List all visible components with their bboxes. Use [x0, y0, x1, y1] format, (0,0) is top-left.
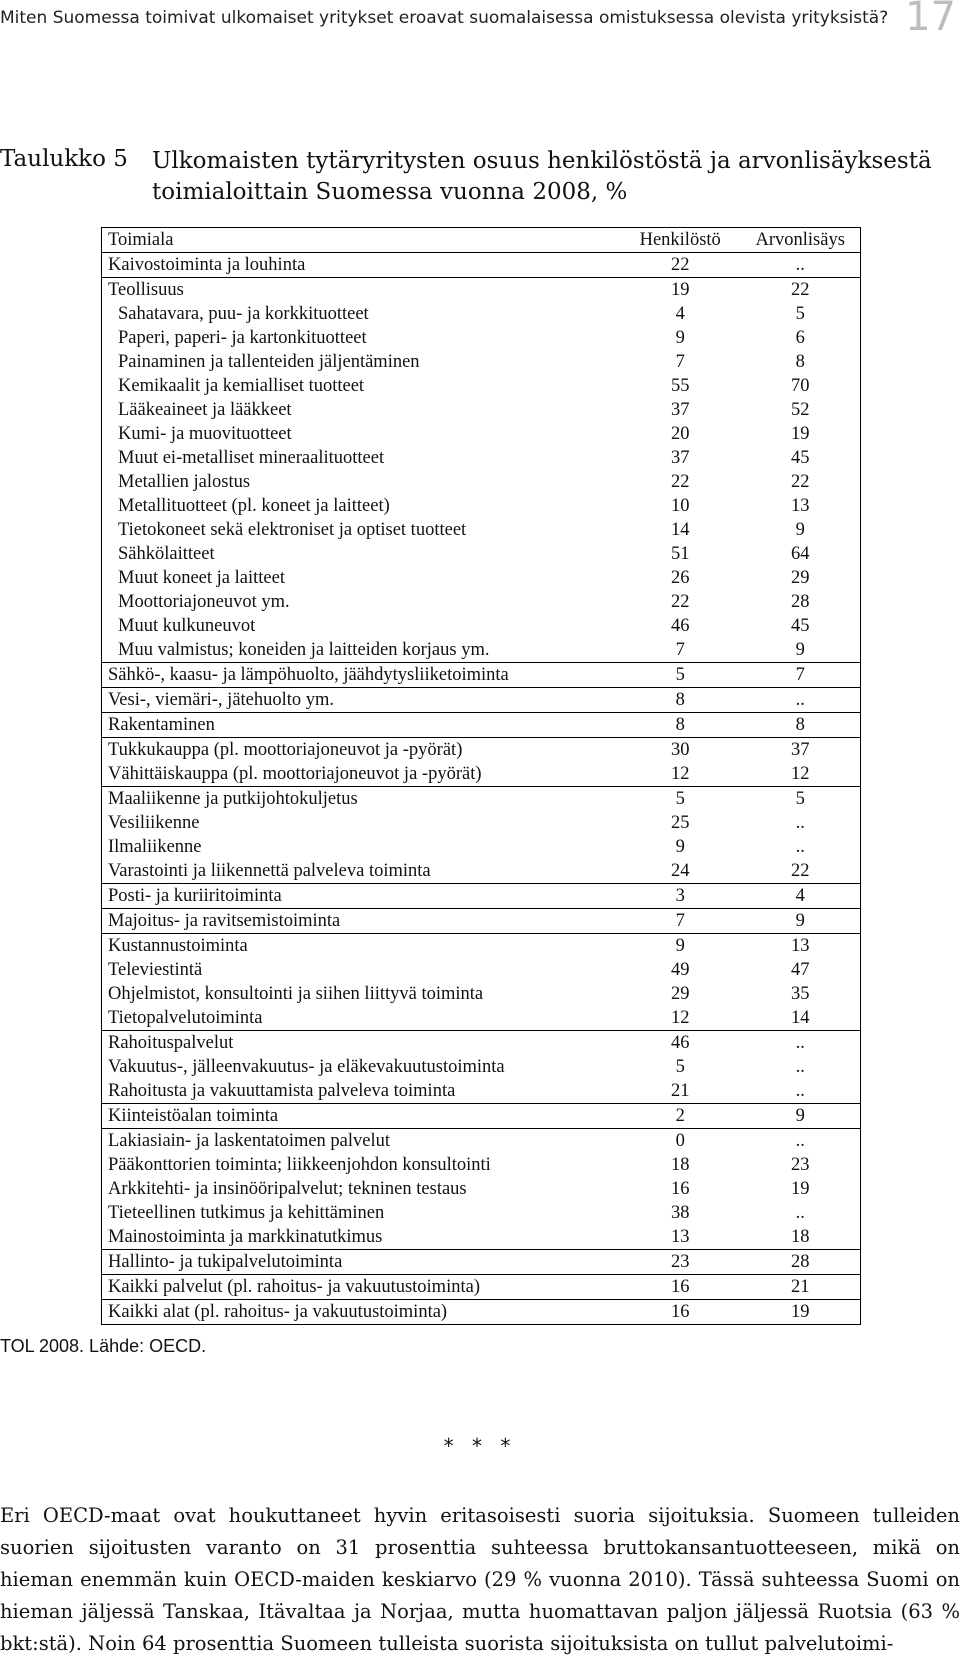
industry-cell: Metallituotteet (pl. koneet ja laitteet)	[118, 496, 390, 516]
data-table	[101, 227, 861, 1325]
table-row	[102, 398, 861, 422]
industry-cell: Arkkitehti- ja insinööripalvelut; tekninen testaus	[108, 1179, 467, 1199]
table-row	[102, 1201, 861, 1225]
table-row	[102, 1031, 861, 1056]
industry-cell: Hallinto- ja tukipalvelutoiminta	[102, 1250, 621, 1275]
industry-cell: Pääkonttorien toiminta; liikkeenjohdon konsultointi	[108, 1155, 491, 1175]
value-added-cell: 29	[790, 568, 810, 588]
personnel-cell: 24	[620, 859, 740, 884]
value-added-cell: 28	[790, 592, 810, 612]
industry-cell: Tietopalvelutoiminta	[102, 1006, 621, 1031]
industry-cell: Televiestintä	[108, 960, 203, 980]
table-label: Taulukko 5	[0, 146, 128, 172]
industry-cell: Kaikki alat (pl. rahoitus- ja vakuutustoiminta)	[108, 1302, 448, 1322]
table-row	[102, 1104, 861, 1129]
table-row	[102, 1225, 861, 1250]
industry-cell: Posti- ja kuriiritoiminta	[102, 884, 621, 909]
table-row	[102, 614, 861, 638]
value-added-cell: 47	[790, 960, 810, 980]
value-added-cell: 22	[740, 859, 860, 884]
personnel-cell: 22	[620, 253, 740, 278]
table-row	[102, 326, 861, 350]
value-added-cell: 52	[790, 400, 810, 420]
table-row	[102, 590, 861, 614]
personnel-cell: 16	[670, 1302, 690, 1322]
personnel-cell: 25	[670, 813, 690, 833]
industry-cell: Muut ei-metalliset mineraalituotteet	[118, 448, 385, 468]
table-header-row	[102, 228, 861, 253]
running-header: Miten Suomessa toimivat ulkomaiset yritykset eroavat suomalaisessa omistuksessa olevista yrityksistä?	[0, 8, 889, 28]
table-row	[102, 1006, 861, 1031]
industry-cell: Vesiliikenne	[108, 813, 200, 833]
value-added-cell: 35	[790, 984, 810, 1004]
personnel-cell: 55	[670, 376, 690, 396]
personnel-cell: 5	[675, 789, 685, 809]
personnel-cell: 5	[675, 1057, 685, 1077]
column-header-industry: Toimiala	[102, 228, 621, 253]
personnel-cell: 9	[675, 837, 685, 857]
table-row	[102, 663, 861, 688]
personnel-cell: 10	[670, 496, 690, 516]
personnel-cell: 37	[670, 400, 690, 420]
industry-cell: Maaliikenne ja putkijohtokuljetus	[108, 789, 358, 809]
value-added-cell: 22	[790, 472, 810, 492]
table-row	[102, 422, 861, 446]
industry-cell: Kumi- ja muovituotteet	[118, 424, 292, 444]
industry-cell: Lakiasiain- ja laskentatoimen palvelut	[108, 1131, 391, 1151]
value-added-cell: 22	[790, 280, 810, 300]
personnel-cell: 5	[620, 663, 740, 688]
table-row	[102, 1300, 861, 1325]
industry-cell: Rakentaminen	[102, 713, 621, 738]
table-row	[102, 909, 861, 934]
value-added-cell: 9	[740, 638, 860, 663]
personnel-cell: 22	[670, 592, 690, 612]
value-added-cell: 23	[790, 1155, 810, 1175]
table-row	[102, 278, 861, 303]
value-added-cell: 19	[790, 1179, 810, 1199]
personnel-cell: 38	[670, 1203, 690, 1223]
value-added-cell: 8	[795, 352, 805, 372]
table-row	[102, 811, 861, 835]
table-row	[102, 374, 861, 398]
value-added-cell: 14	[740, 1006, 860, 1031]
industry-cell: Moottoriajoneuvot ym.	[118, 592, 290, 612]
table-row	[102, 638, 861, 663]
table-row	[102, 1177, 861, 1201]
value-added-cell: 19	[790, 424, 810, 444]
industry-cell: Rahoituspalvelut	[108, 1033, 234, 1053]
personnel-cell: 21	[620, 1079, 740, 1104]
value-added-cell: ..	[740, 253, 860, 278]
value-added-cell: 8	[740, 713, 860, 738]
industry-cell: Paperi, paperi- ja kartonkituotteet	[118, 328, 367, 348]
personnel-cell: 9	[675, 936, 685, 956]
personnel-cell: 3	[620, 884, 740, 909]
table-row	[102, 518, 861, 542]
personnel-cell: 4	[675, 304, 685, 324]
personnel-cell: 29	[670, 984, 690, 1004]
industry-cell: Rahoitusta ja vakuuttamista palveleva toiminta	[102, 1079, 621, 1104]
value-added-cell: 18	[740, 1225, 860, 1250]
industry-cell: Metallien jalostus	[118, 472, 251, 492]
industry-cell: Tukkukauppa (pl. moottoriajoneuvot ja -pyörät)	[108, 740, 463, 760]
column-header-personnel: Henkilöstö	[620, 228, 740, 253]
column-header-value-added: Arvonlisäys	[740, 228, 860, 253]
value-added-cell: 9	[740, 1104, 860, 1129]
table-row	[102, 350, 861, 374]
table-row	[102, 713, 861, 738]
industry-cell: Kustannustoiminta	[108, 936, 248, 956]
table-row	[102, 1079, 861, 1104]
table-row	[102, 738, 861, 763]
value-added-cell: ..	[795, 1203, 805, 1223]
value-added-cell: 70	[790, 376, 810, 396]
table-row	[102, 884, 861, 909]
personnel-cell: 49	[670, 960, 690, 980]
personnel-cell: 19	[670, 280, 690, 300]
industry-cell: Tietokoneet sekä elektroniset ja optiset tuotteet	[118, 520, 467, 540]
value-added-cell: 45	[790, 448, 810, 468]
value-added-cell: ..	[795, 1033, 805, 1053]
industry-cell: Vakuutus-, jälleenvakuutus- ja eläkevakuutustoiminta	[108, 1057, 505, 1077]
industry-cell: Muut kulkuneuvot	[118, 616, 256, 636]
personnel-cell: 26	[670, 568, 690, 588]
personnel-cell: 2	[620, 1104, 740, 1129]
industry-cell: Varastointi ja liikennettä palveleva toiminta	[102, 859, 621, 884]
table-row	[102, 787, 861, 812]
personnel-cell: 30	[670, 740, 690, 760]
table-row	[102, 494, 861, 518]
table-row	[102, 1275, 861, 1300]
value-added-cell: ..	[740, 1079, 860, 1104]
table-row	[102, 470, 861, 494]
industry-cell: Kiinteistöalan toiminta	[102, 1104, 621, 1129]
page-number: 17	[905, 0, 956, 40]
table-row	[102, 688, 861, 713]
value-added-cell: 13	[790, 496, 810, 516]
value-added-cell: 5	[795, 304, 805, 324]
personnel-cell: 51	[670, 544, 690, 564]
value-added-cell: ..	[795, 837, 805, 857]
industry-cell: Kaivostoiminta ja louhinta	[102, 253, 621, 278]
industry-cell: Vähittäiskauppa (pl. moottoriajoneuvot ja -pyörät)	[102, 762, 621, 787]
value-added-cell: 9	[795, 520, 805, 540]
value-added-cell: 64	[790, 544, 810, 564]
personnel-cell: 8	[620, 688, 740, 713]
value-added-cell: 12	[740, 762, 860, 787]
body-paragraph: Eri OECD-maat ovat houkuttaneet hyvin eritasoisesti suoria sijoituksia. Suomeen tulleiden suorien sijoitusten varanto on 31 prosenttia suhteessa bruttokansantuotteeseen, mikä on hieman enemmän kuin OECD-maiden keskiarvo (29 % vuonna 2010). Tässä suhteessa Suomi on hieman jäljessä Tanskaa, Itävaltaa ja Norjaa, mutta huomattavan paljon jäljessä Ruotsia (63 % bkt:stä). Noin 64 prosenttia Suomeen tulleista suorista sijoituksista on tullut palvelutoimi-	[0, 1504, 960, 1655]
industry-cell: Lääkeaineet ja lääkkeet	[118, 400, 292, 420]
section-separator: * * *	[443, 1434, 517, 1458]
personnel-cell: 7	[620, 909, 740, 934]
personnel-cell: 18	[670, 1155, 690, 1175]
personnel-cell: 13	[620, 1225, 740, 1250]
industry-cell: Painaminen ja tallenteiden jäljentäminen	[118, 352, 420, 372]
industry-cell: Sähkö-, kaasu- ja lämpöhuolto, jäähdytysliiketoiminta	[102, 663, 621, 688]
value-added-cell: 5	[795, 789, 805, 809]
personnel-cell: 46	[670, 616, 690, 636]
table-title: Ulkomaisten tytäryritysten osuus henkilöstöstä ja arvonlisäyksestä toimialoittain Suomessa vuonna 2008, %	[152, 148, 932, 205]
personnel-cell: 14	[670, 520, 690, 540]
value-added-cell: 19	[790, 1302, 810, 1322]
industry-cell: Muu valmistus; koneiden ja laitteiden korjaus ym.	[102, 638, 621, 663]
value-added-cell: ..	[795, 813, 805, 833]
personnel-cell: 9	[675, 328, 685, 348]
industry-cell: Kaikki palvelut (pl. rahoitus- ja vakuutustoiminta)	[102, 1275, 621, 1300]
table-row	[102, 1055, 861, 1079]
value-added-cell: 21	[740, 1275, 860, 1300]
personnel-cell: 22	[670, 472, 690, 492]
table-row	[102, 302, 861, 326]
table-row	[102, 1250, 861, 1275]
table-row	[102, 446, 861, 470]
value-added-cell: 7	[740, 663, 860, 688]
personnel-cell: 37	[670, 448, 690, 468]
industry-cell: Teollisuus	[108, 280, 184, 300]
value-added-cell: 45	[790, 616, 810, 636]
value-added-cell: ..	[795, 1057, 805, 1077]
industry-cell: Muut koneet ja laitteet	[118, 568, 285, 588]
table-row	[102, 982, 861, 1006]
value-added-cell: 9	[740, 909, 860, 934]
personnel-cell: 16	[670, 1179, 690, 1199]
industry-cell: Ohjelmistot, konsultointi ja siihen liittyvä toiminta	[108, 984, 484, 1004]
personnel-cell: 23	[620, 1250, 740, 1275]
table-row	[102, 542, 861, 566]
personnel-cell: 20	[670, 424, 690, 444]
personnel-cell: 7	[620, 638, 740, 663]
value-added-cell: 37	[790, 740, 810, 760]
industry-cell: Majoitus- ja ravitsemistoiminta	[102, 909, 621, 934]
table-row	[102, 934, 861, 959]
personnel-cell: 7	[675, 352, 685, 372]
industry-cell: Mainostoiminta ja markkinatutkimus	[102, 1225, 621, 1250]
industry-cell: Kemikaalit ja kemialliset tuotteet	[118, 376, 365, 396]
table-row	[102, 762, 861, 787]
value-added-cell: 6	[795, 328, 805, 348]
industry-cell: Tieteellinen tutkimus ja kehittäminen	[108, 1203, 385, 1223]
personnel-cell: 12	[620, 762, 740, 787]
value-added-cell: 13	[790, 936, 810, 956]
industry-cell: Ilmaliikenne	[108, 837, 202, 857]
table-row	[102, 1129, 861, 1154]
industry-cell: Sahatavara, puu- ja korkkituotteet	[118, 304, 369, 324]
table-row	[102, 958, 861, 982]
table-row	[102, 835, 861, 859]
value-added-cell: 4	[740, 884, 860, 909]
personnel-cell: 46	[670, 1033, 690, 1053]
industry-cell: Vesi-, viemäri-, jätehuolto ym.	[102, 688, 621, 713]
value-added-cell: ..	[740, 688, 860, 713]
table-row	[102, 253, 861, 278]
value-added-cell: ..	[795, 1131, 805, 1151]
table-row	[102, 1153, 861, 1177]
table-row	[102, 859, 861, 884]
value-added-cell: 28	[740, 1250, 860, 1275]
personnel-cell: 12	[620, 1006, 740, 1031]
personnel-cell: 0	[675, 1131, 685, 1151]
table-row	[102, 566, 861, 590]
table-source: TOL 2008. Lähde: OECD.	[0, 1336, 207, 1356]
industry-cell: Sähkölaitteet	[118, 544, 215, 564]
personnel-cell: 8	[620, 713, 740, 738]
personnel-cell: 16	[620, 1275, 740, 1300]
